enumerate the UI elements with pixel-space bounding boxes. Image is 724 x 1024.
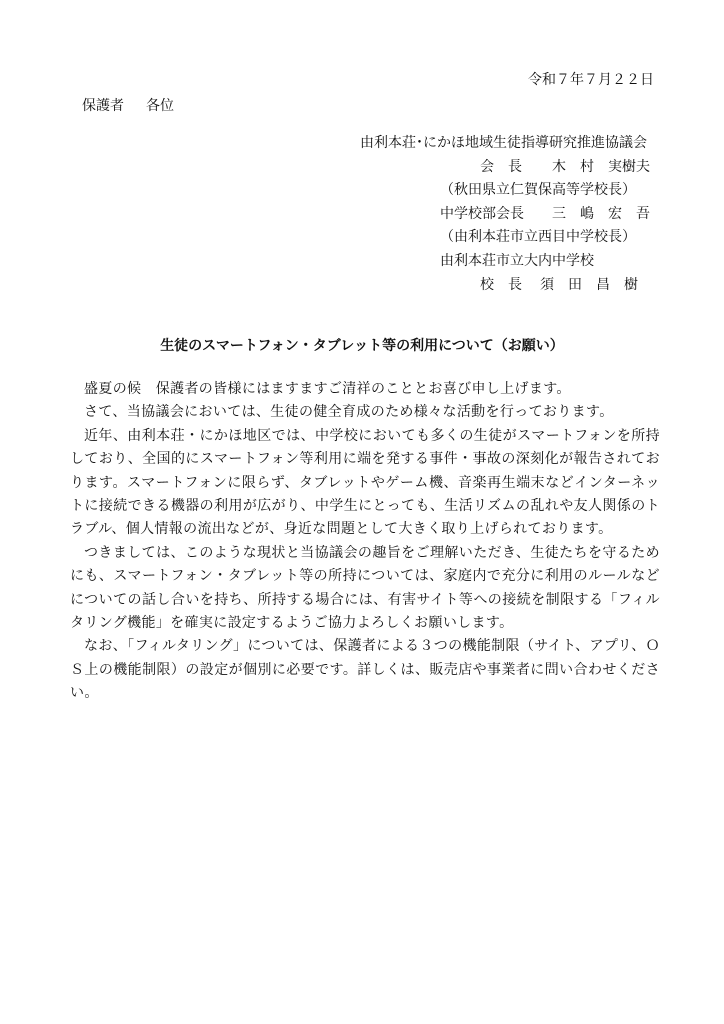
jhs-role: 中学校部会長 bbox=[440, 205, 524, 222]
body-paragraph: なお、「フィルタリング」については、保護者による３つの機能制限（サイト、アプリ、ＯＳ上の機能制限）の設定が個別に必要です。詳しくは、販売店や事業者に問い合わせください。 bbox=[70, 638, 660, 702]
sender-school-row bbox=[360, 250, 660, 274]
document-title: 生徒のスマートフォン・タブレット等の利用について（お願い） bbox=[160, 338, 564, 354]
sender-jhs-affiliation-row bbox=[360, 226, 660, 250]
sender-principal-row bbox=[360, 274, 660, 298]
sender-chair-affiliation-row bbox=[360, 179, 660, 203]
body-paragraph: 近年、由利本荘・にかほ地区では、中学校においても多くの生徒がスマートフォンを所持しており、全国的にスマートフォン等利用に端を発する事件・事故の深刻化が報告されております。スマートフォンに限らず、タブレットやゲーム機、音楽再生端末などインターネットに接続できる機器の利用が広がり、中学生にとっても、生活リズムの乱れや友人関係のトラブル、個人情報の流出などが、身近な問題として大きく取り上げられております。 bbox=[70, 427, 660, 538]
body-paragraph: つきましては、このような現状と当協議会の趣旨をご理解いただき、生徒たちを守るためにも、スマートフォン・タブレット等の所持については、家庭内で充分に利用のルールなどについての話し合いを持ち、所持する場合には、有害サイト等への接続を制限する「フィルタリング機能」を確実に設定するようご協力よろしくお願いします。 bbox=[70, 544, 660, 632]
sender-organization-row bbox=[360, 132, 660, 156]
sender-organization: 由利本荘･にかほ地域生徒指導研究推進協議会 bbox=[360, 135, 647, 151]
document-date: 令和７年７月２２日 bbox=[528, 72, 654, 88]
addressee-parents: 保護者 bbox=[82, 98, 124, 114]
sender-block bbox=[360, 132, 660, 297]
principal-role: 校 長 bbox=[480, 276, 522, 293]
body-paragraph: さて、当協議会においては、生徒の健全育成のため様々な活動を行っております。 bbox=[84, 404, 614, 421]
chair-role: 会 長 bbox=[480, 158, 522, 175]
sender-jhs-row bbox=[360, 203, 660, 227]
sender-chair-row bbox=[360, 156, 660, 180]
jhs-affiliation: （由利本荘市立西目中学校長） bbox=[440, 229, 636, 246]
school-name: 由利本荘市立大内中学校 bbox=[440, 252, 594, 269]
document-body bbox=[70, 378, 660, 706]
principal-name: 須 田 昌 樹 bbox=[540, 276, 638, 293]
addressee bbox=[82, 96, 174, 116]
chair-name: 木 村 実樹夫 bbox=[552, 158, 650, 175]
jhs-name: 三 嶋 宏 吾 bbox=[552, 205, 650, 222]
chair-affiliation: （秋田県立仁賀保高等学校長） bbox=[440, 182, 636, 199]
addressee-honorific: 各位 bbox=[146, 98, 174, 114]
body-paragraph: 盛夏の候 保護者の皆様にはますますご清祥のこととお喜び申し上げます。 bbox=[84, 381, 571, 397]
